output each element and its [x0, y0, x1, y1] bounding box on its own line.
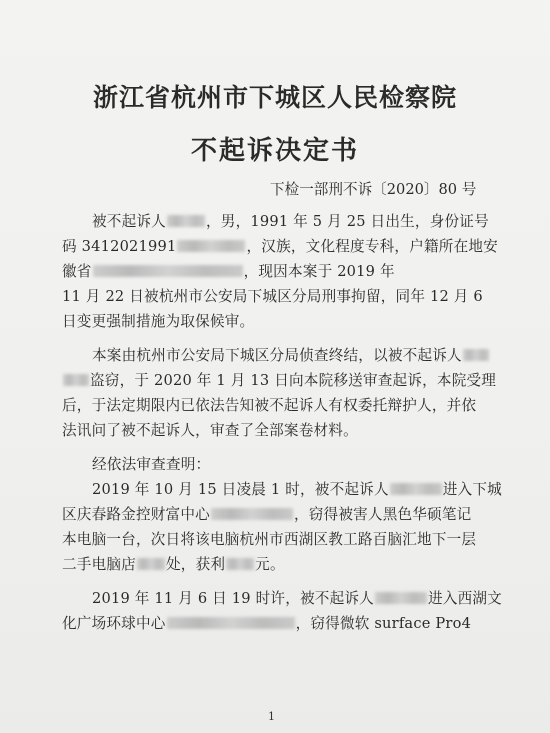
paragraph-line: 被不起诉人 ，男，1991 年 5 月 25 日出生，身份证号: [92, 213, 489, 230]
redacted-location: [211, 508, 293, 520]
redacted-name: [167, 215, 205, 227]
paragraph-line: 后，于法定期限内已依法告知被不起诉人有权委托辩护人，并依: [62, 397, 477, 414]
paragraph-line: 区庆春路金控财富中心 ，窃得被害人黑色华硕笔记: [62, 506, 472, 523]
procuratorate-title: 浙江省杭州市下城区人民检察院: [92, 83, 457, 112]
paragraph-line: 化广场环球中心 ，窃得微软 surface Pro4: [62, 615, 472, 632]
paragraph-line: 日变更强制措施为取保候审。: [62, 313, 255, 330]
paragraph-line: 经依法审查查明：: [92, 456, 211, 473]
redacted-name: [390, 483, 442, 495]
redacted-name: [463, 349, 489, 361]
paragraph-line: 码 3412021991 ，汉族，文化程度专科，户籍所在地安: [62, 238, 498, 255]
paragraph-line: 本案由杭州市公安局下城区分局侦查终结，以被不起诉人: [92, 346, 532, 366]
redacted-amount: [226, 558, 254, 570]
page-number: 1: [268, 710, 275, 723]
paragraph-line: 2019 年 10 月 15 日凌晨 1 时，被不起诉人 进入下城: [92, 481, 502, 498]
redacted-id-number: [177, 240, 245, 252]
redacted-address: [93, 265, 243, 277]
redacted-location: [167, 617, 295, 629]
paragraph-line: 法讯问了被不起诉人，审查了全部案卷材料。: [62, 422, 358, 439]
document-number: 下检一部刑不诉〔2020〕80 号: [270, 181, 477, 198]
paragraph-line: 徽省 ，现因本案于 2019 年: [62, 263, 395, 280]
redacted-name: [375, 592, 427, 604]
paragraph-line: 盗窃，于 2020 年 1 月 13 日向本院移送审查起诉，本院受理: [62, 371, 502, 391]
paragraph-line: 二手电脑店 处，获利 元。: [62, 556, 285, 573]
redacted-name: [63, 374, 89, 386]
paragraph-line: 2019 年 11 月 6 日 19 时许，被不起诉人 进入西湖文: [92, 590, 502, 607]
document-type-title: 不起诉决定书: [190, 136, 359, 166]
paragraph-line: 11 月 22 日被杭州市公安局下城区分局刑事拘留，同年 12 月 6: [62, 288, 483, 305]
paragraph-line: 本电脑一台，次日将该电脑杭州市西湖区教工路百脑汇地下一层: [62, 531, 477, 548]
redacted-shop: [137, 558, 165, 570]
